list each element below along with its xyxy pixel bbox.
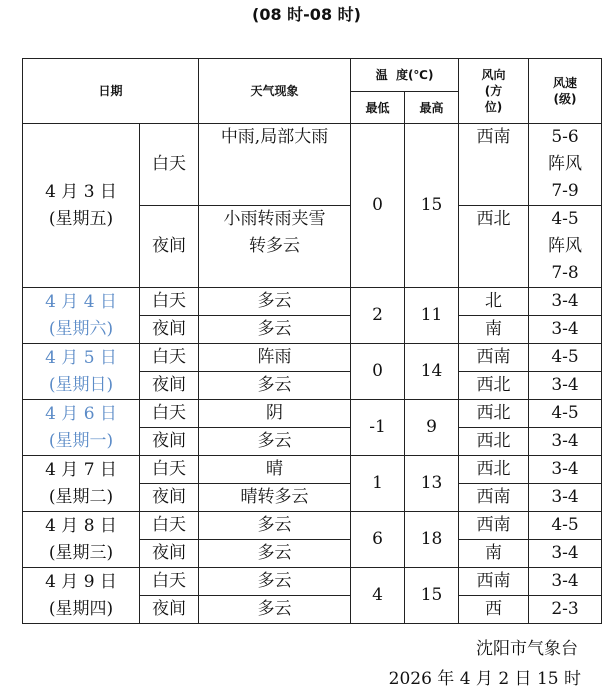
header-temp-low: 最低 bbox=[351, 92, 405, 124]
date-text: 4 月 9 日 bbox=[45, 571, 117, 592]
wind-direction-cell: 西南 bbox=[459, 484, 529, 512]
header-wind-direction-line: (方 bbox=[484, 84, 503, 98]
table-row bbox=[23, 456, 602, 484]
period-label: 夜间 bbox=[140, 206, 199, 288]
temp-low-cell: 0 bbox=[351, 124, 405, 288]
date-text: 4 月 6 日 bbox=[45, 403, 117, 424]
weather-cell bbox=[199, 372, 351, 400]
date-text: 4 月 7 日 bbox=[45, 459, 117, 480]
table-row bbox=[23, 400, 602, 428]
temp-low-cell: 6 bbox=[351, 512, 405, 568]
wind-speed-cell-line: 3-4 bbox=[551, 375, 579, 395]
period-label: 白天 bbox=[140, 456, 199, 484]
wind-speed-cell bbox=[529, 206, 602, 288]
date-cell bbox=[23, 288, 140, 344]
wind-speed-cell bbox=[529, 456, 602, 484]
weather-cell-line: 小雨转雨夹雪 bbox=[223, 209, 326, 229]
wind-speed-cell bbox=[529, 288, 602, 316]
weather-cell-line: 多云 bbox=[257, 599, 292, 619]
weather-cell-line: 阴 bbox=[266, 403, 284, 423]
wind-speed-cell-line: 3-4 bbox=[551, 571, 579, 591]
wind-speed-cell-line: 3-4 bbox=[551, 487, 579, 507]
wind-speed-cell bbox=[529, 344, 602, 372]
weather-cell bbox=[199, 512, 351, 540]
wind-speed-cell-line: 4-5 bbox=[551, 347, 579, 367]
date-cell bbox=[23, 400, 140, 456]
forecast-body bbox=[23, 124, 602, 624]
period-label: 白天 bbox=[140, 124, 199, 206]
period-label: 白天 bbox=[140, 288, 199, 316]
temp-high-cell: 9 bbox=[405, 400, 459, 456]
period-label: 夜间 bbox=[140, 428, 199, 456]
weather-cell bbox=[199, 316, 351, 344]
temp-low-cell: 4 bbox=[351, 568, 405, 624]
wind-speed-cell-line: 4-5 bbox=[551, 515, 579, 535]
date-text: 4 月 8 日 bbox=[45, 515, 117, 536]
weather-cell-line: 多云 bbox=[257, 515, 292, 535]
date-cell bbox=[23, 568, 140, 624]
weekday-text: (星期五) bbox=[48, 208, 114, 229]
period-label: 夜间 bbox=[140, 596, 199, 624]
weather-cell-line: 多云 bbox=[257, 291, 292, 311]
weather-cell-line: 阵雨 bbox=[257, 347, 292, 367]
temp-low-cell: -1 bbox=[351, 400, 405, 456]
wind-direction-cell: 西南 bbox=[459, 124, 529, 206]
weather-cell-line: 中雨,局部大雨 bbox=[220, 127, 329, 147]
temp-high-cell: 15 bbox=[405, 568, 459, 624]
wind-direction-cell: 西北 bbox=[459, 400, 529, 428]
date-cell bbox=[23, 344, 140, 400]
temp-low-cell: 1 bbox=[351, 456, 405, 512]
weather-cell bbox=[199, 428, 351, 456]
header-wind-direction-line: 位) bbox=[484, 100, 503, 114]
header-wind-direction bbox=[459, 59, 529, 124]
wind-speed-cell-line: 4-5 bbox=[551, 403, 579, 423]
weekday-text: (星期三) bbox=[48, 542, 114, 563]
period-label: 夜间 bbox=[140, 540, 199, 568]
weather-cell bbox=[199, 344, 351, 372]
wind-direction-cell: 南 bbox=[459, 540, 529, 568]
weather-cell-line: 晴转多云 bbox=[240, 487, 309, 507]
wind-speed-cell bbox=[529, 372, 602, 400]
wind-speed-cell-line: 3-4 bbox=[551, 431, 579, 451]
wind-direction-cell: 西 bbox=[459, 596, 529, 624]
period-label: 夜间 bbox=[140, 372, 199, 400]
temp-high-cell: 15 bbox=[405, 124, 459, 288]
temp-low-cell: 0 bbox=[351, 344, 405, 400]
weather-cell-line: 晴 bbox=[266, 459, 284, 479]
temp-high-cell: 18 bbox=[405, 512, 459, 568]
wind-speed-cell-line: 7-9 bbox=[551, 181, 579, 201]
wind-direction-cell: 西南 bbox=[459, 344, 529, 372]
header-temperature: 温 度(℃) bbox=[351, 59, 459, 92]
weather-cell-line: 多云 bbox=[257, 319, 292, 339]
table-title: (08 时-08 时) bbox=[252, 5, 361, 24]
header-row bbox=[23, 59, 602, 92]
header-wind-direction-line: 风向 bbox=[481, 68, 506, 82]
wind-direction-cell: 西南 bbox=[459, 512, 529, 540]
weather-cell-line: 多云 bbox=[257, 571, 292, 591]
weather-cell bbox=[199, 596, 351, 624]
temp-low-cell: 2 bbox=[351, 288, 405, 344]
wind-speed-cell bbox=[529, 124, 602, 206]
period-label: 白天 bbox=[140, 344, 199, 372]
header-weather: 天气现象 bbox=[199, 59, 351, 124]
wind-direction-cell: 西北 bbox=[459, 456, 529, 484]
wind-speed-cell bbox=[529, 428, 602, 456]
temp-high-cell: 13 bbox=[405, 456, 459, 512]
weather-cell-line: 多云 bbox=[257, 431, 292, 451]
weather-cell-line: 多云 bbox=[257, 543, 292, 563]
date-text: 4 月 3 日 bbox=[45, 181, 117, 202]
date-cell bbox=[23, 124, 140, 288]
wind-speed-cell-line: 5-6 bbox=[551, 127, 579, 147]
wind-speed-cell bbox=[529, 512, 602, 540]
table-row bbox=[23, 512, 602, 540]
header-wind-speed-line: 风速 bbox=[553, 76, 578, 90]
weekday-text: (星期六) bbox=[48, 318, 114, 339]
wind-speed-cell bbox=[529, 484, 602, 512]
table-row bbox=[23, 344, 602, 372]
wind-speed-cell-line: 3-4 bbox=[551, 543, 579, 563]
forecast-table bbox=[22, 58, 602, 624]
wind-direction-cell: 西南 bbox=[459, 568, 529, 596]
date-text: 4 月 5 日 bbox=[45, 347, 117, 368]
wind-speed-cell-line: 3-4 bbox=[551, 319, 579, 339]
weather-cell bbox=[199, 400, 351, 428]
issue-time: 2026 年 4 月 2 日 15 时 bbox=[388, 669, 581, 689]
weekday-text: (星期一) bbox=[48, 430, 114, 451]
table-row bbox=[23, 568, 602, 596]
weather-cell bbox=[199, 456, 351, 484]
table-row bbox=[23, 124, 602, 206]
temp-high-cell: 14 bbox=[405, 344, 459, 400]
wind-speed-cell-line: 7-8 bbox=[551, 263, 579, 283]
period-label: 白天 bbox=[140, 400, 199, 428]
table-row bbox=[23, 288, 602, 316]
wind-direction-cell: 北 bbox=[459, 288, 529, 316]
wind-speed-cell-line: 阵风 bbox=[548, 236, 583, 256]
period-label: 夜间 bbox=[140, 316, 199, 344]
wind-direction-cell: 南 bbox=[459, 316, 529, 344]
weekday-text: (星期四) bbox=[48, 598, 114, 619]
wind-speed-cell bbox=[529, 400, 602, 428]
weekday-text: (星期日) bbox=[48, 374, 114, 395]
wind-speed-cell bbox=[529, 568, 602, 596]
weather-cell bbox=[199, 206, 351, 288]
period-label: 白天 bbox=[140, 568, 199, 596]
weather-cell bbox=[199, 288, 351, 316]
header-wind-speed-line: (级) bbox=[553, 92, 577, 106]
wind-direction-cell: 西北 bbox=[459, 372, 529, 400]
weekday-text: (星期二) bbox=[48, 486, 114, 507]
header-temp-high: 最高 bbox=[405, 92, 459, 124]
wind-direction-cell: 西北 bbox=[459, 428, 529, 456]
date-cell bbox=[23, 456, 140, 512]
issuer-name: 沈阳市气象台 bbox=[476, 639, 578, 659]
wind-speed-cell-line: 3-4 bbox=[551, 459, 579, 479]
header-wind-speed bbox=[529, 59, 602, 124]
period-label: 夜间 bbox=[140, 484, 199, 512]
weather-cell-line: 多云 bbox=[257, 375, 292, 395]
wind-speed-cell bbox=[529, 316, 602, 344]
wind-speed-cell-line: 2-3 bbox=[551, 599, 579, 619]
weather-cell bbox=[199, 124, 351, 206]
period-label: 白天 bbox=[140, 512, 199, 540]
weather-cell bbox=[199, 540, 351, 568]
wind-direction-cell: 西北 bbox=[459, 206, 529, 288]
date-text: 4 月 4 日 bbox=[45, 291, 117, 312]
wind-speed-cell bbox=[529, 596, 602, 624]
weather-cell-line: 转多云 bbox=[249, 236, 301, 256]
wind-speed-cell-line: 3-4 bbox=[551, 291, 579, 311]
weather-cell bbox=[199, 568, 351, 596]
header-date: 日期 bbox=[23, 59, 199, 124]
wind-speed-cell-line: 4-5 bbox=[551, 209, 579, 229]
wind-speed-cell-line: 阵风 bbox=[548, 154, 583, 174]
temp-high-cell: 11 bbox=[405, 288, 459, 344]
wind-speed-cell bbox=[529, 540, 602, 568]
weather-cell bbox=[199, 484, 351, 512]
date-cell bbox=[23, 512, 140, 568]
